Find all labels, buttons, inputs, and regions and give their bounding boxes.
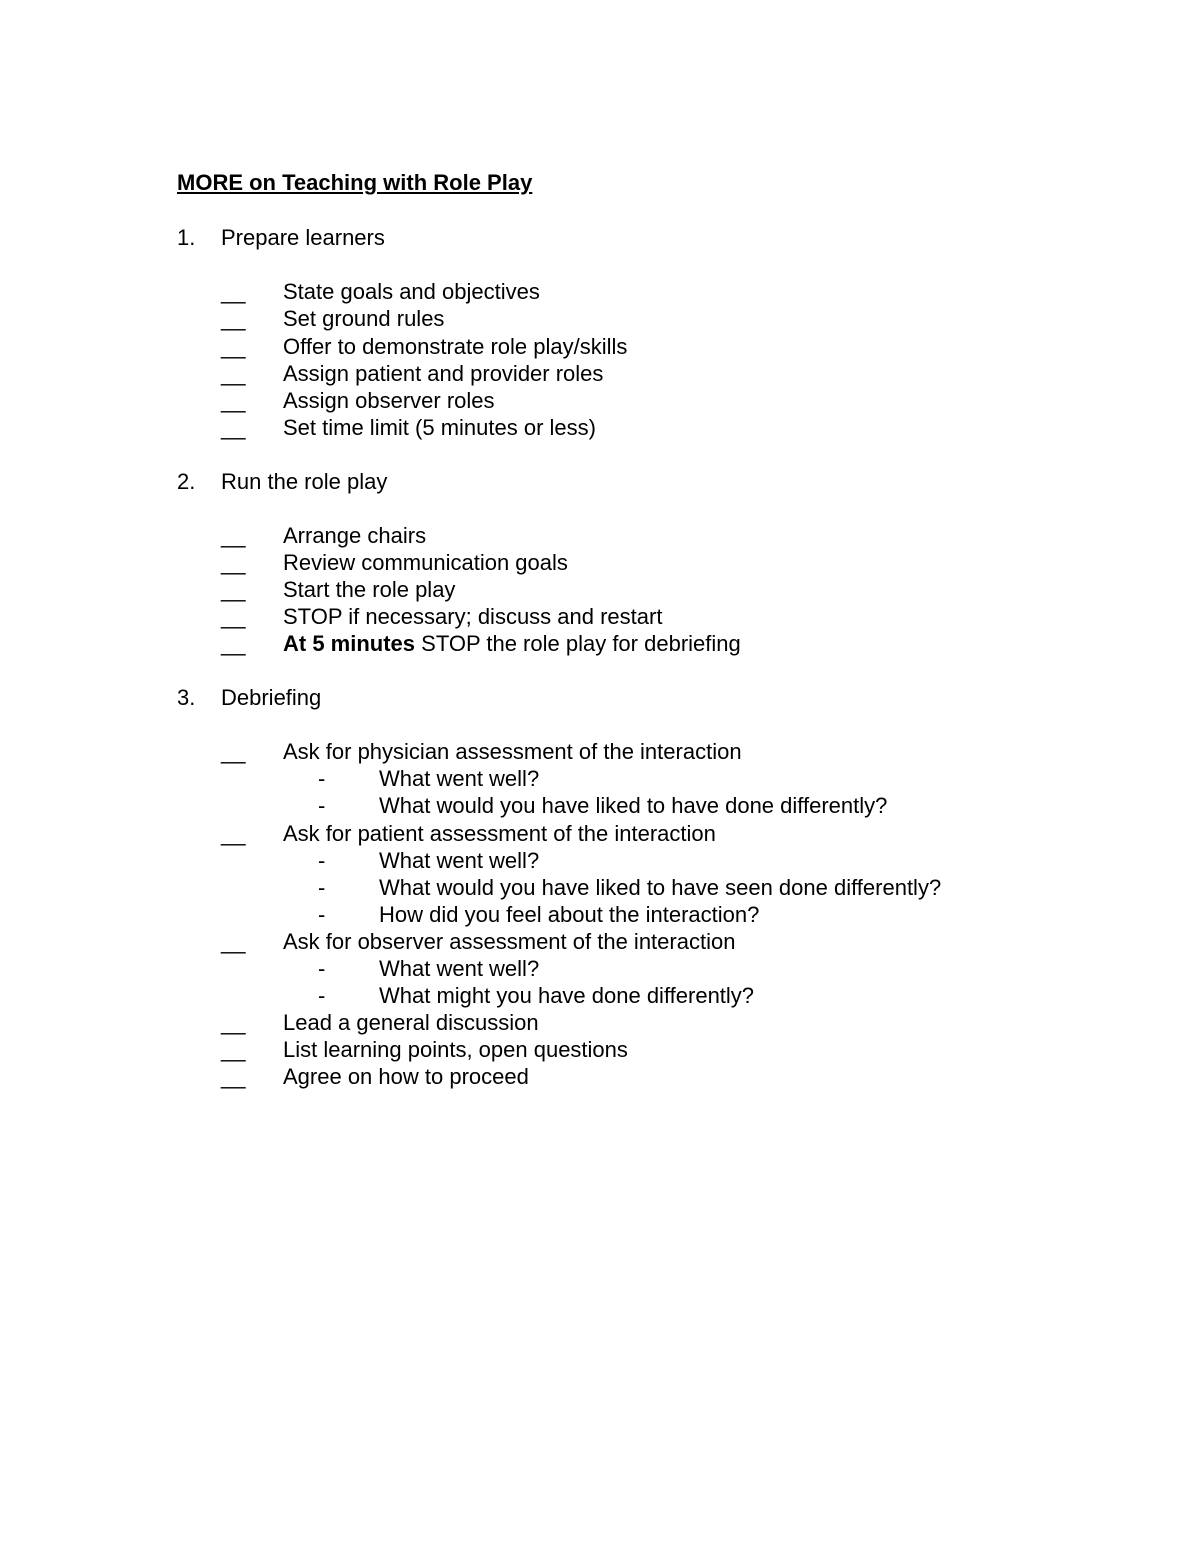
- dash-marker: -: [318, 848, 326, 873]
- checklist-item-text: Set ground rules: [283, 306, 445, 331]
- checklist-item-text: List learning points, open questions: [283, 1037, 628, 1062]
- dash-marker: -: [318, 983, 326, 1008]
- document-title: MORE on Teaching with Role Play: [177, 170, 533, 195]
- checklist-item-text: Ask for physician assessment of the interaction: [283, 739, 742, 764]
- checkbox-blank[interactable]: __: [221, 929, 246, 954]
- checkbox-blank[interactable]: __: [221, 334, 246, 359]
- checkbox-blank[interactable]: __: [221, 631, 246, 656]
- section-number: 1.: [177, 225, 196, 250]
- section-label: Debriefing: [221, 685, 322, 710]
- dash-marker: -: [318, 902, 326, 927]
- checklist-item-text: Arrange chairs: [283, 523, 427, 548]
- checklist-item-text: STOP if necessary; discuss and restart: [283, 604, 663, 629]
- checklist-item-text: Lead a general discussion: [283, 1010, 539, 1035]
- sub-item-text: What went well?: [379, 956, 540, 981]
- checklist-item-text: Assign patient and provider roles: [283, 361, 604, 386]
- sub-item-text: What might you have done differently?: [379, 983, 755, 1008]
- checkbox-blank[interactable]: __: [221, 739, 246, 764]
- section-number: 2.: [177, 469, 196, 494]
- section-label: Prepare learners: [221, 225, 385, 250]
- sub-item-text: What went well?: [379, 848, 540, 873]
- checkbox-blank[interactable]: __: [221, 550, 246, 575]
- checkbox-blank[interactable]: __: [221, 388, 246, 413]
- checklist-item-text: Review communication goals: [283, 550, 568, 575]
- emphasis-text: At 5 minutes: [283, 631, 416, 656]
- checklist-item-rest: STOP the role play for debriefing: [415, 631, 741, 656]
- checkbox-blank[interactable]: __: [221, 604, 246, 629]
- checkbox-blank[interactable]: __: [221, 577, 246, 602]
- checklist-item-text: Ask for patient assessment of the interaction: [283, 821, 716, 846]
- checkbox-blank[interactable]: __: [221, 1010, 246, 1035]
- checklist-item-text: Offer to demonstrate role play/skills: [283, 334, 628, 359]
- dash-marker: -: [318, 956, 326, 981]
- checkbox-blank[interactable]: __: [221, 1037, 246, 1062]
- checkbox-blank[interactable]: __: [221, 821, 246, 846]
- checklist-item-text: [283, 630, 741, 657]
- sub-item-text: What would you have liked to have done differently?: [379, 793, 888, 818]
- dash-marker: -: [318, 875, 326, 900]
- checkbox-blank[interactable]: __: [221, 415, 246, 440]
- sub-item-text: What would you have liked to have seen done differently?: [379, 875, 942, 900]
- checklist-item-text: Assign observer roles: [283, 388, 495, 413]
- checklist-item-text: Start the role play: [283, 577, 456, 602]
- sub-item-text: How did you feel about the interaction?: [379, 902, 760, 927]
- sub-item-text: What went well?: [379, 766, 540, 791]
- checklist-item-text: Set time limit (5 minutes or less): [283, 415, 596, 440]
- checklist-item-text: Ask for observer assessment of the interaction: [283, 929, 736, 954]
- dash-marker: -: [318, 793, 326, 818]
- checklist-item-text: State goals and objectives: [283, 279, 540, 304]
- checklist-item-text: Agree on how to proceed: [283, 1064, 529, 1089]
- checkbox-blank[interactable]: __: [221, 279, 246, 304]
- checkbox-blank[interactable]: __: [221, 361, 246, 386]
- checkbox-blank[interactable]: __: [221, 523, 246, 548]
- checkbox-blank[interactable]: __: [221, 1064, 246, 1089]
- checkbox-blank[interactable]: __: [221, 306, 246, 331]
- section-label: Run the role play: [221, 469, 388, 494]
- dash-marker: -: [318, 766, 326, 791]
- section-number: 3.: [177, 685, 196, 710]
